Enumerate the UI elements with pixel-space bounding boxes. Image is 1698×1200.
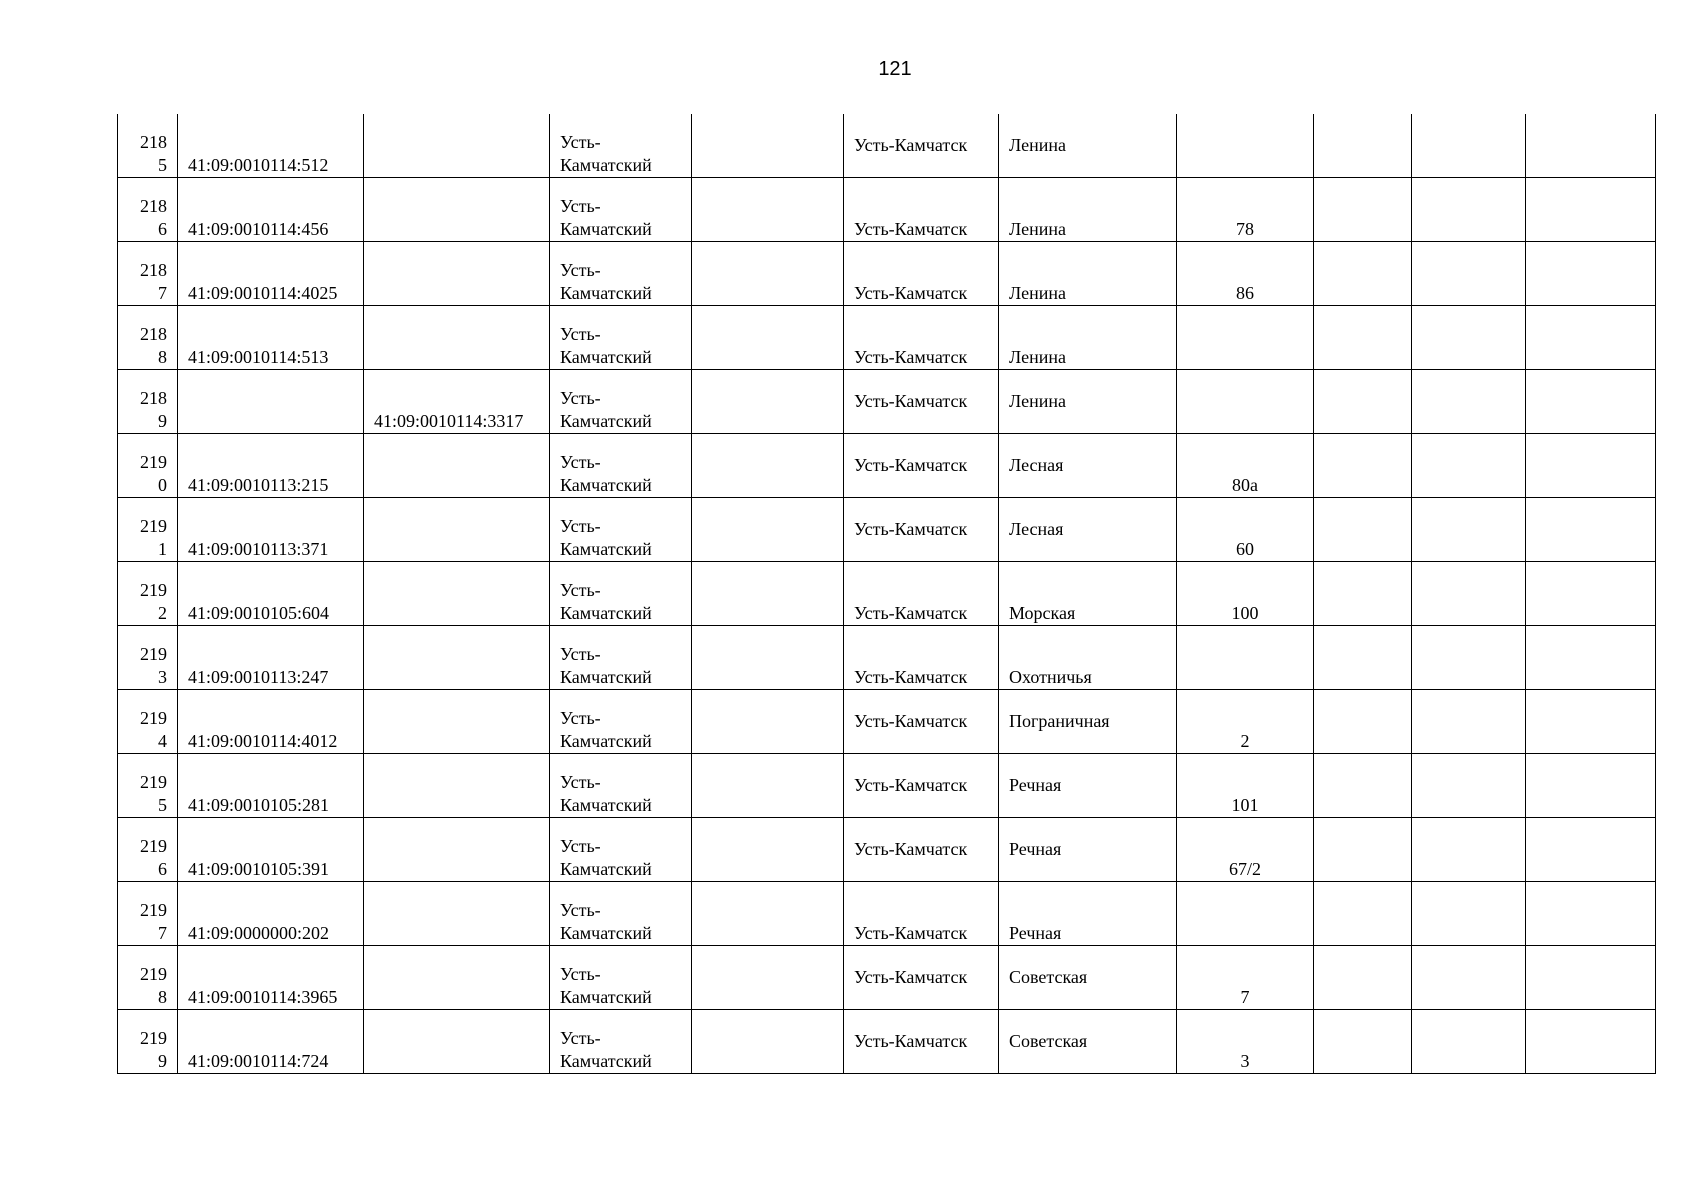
empty-cell — [1412, 1010, 1526, 1074]
row-number-cell — [118, 946, 178, 1010]
row-number-part-2: 7 — [158, 283, 167, 303]
street-cell: Ленина — [999, 242, 1177, 306]
empty-cell — [1412, 178, 1526, 242]
empty-cell — [1314, 370, 1412, 434]
empty-cell — [1314, 818, 1412, 882]
street-cell: Речная — [999, 754, 1177, 818]
cadastral-number-cell: 41:09:0010114:512 — [178, 114, 364, 178]
row-number-part-2: 3 — [158, 667, 167, 687]
page-number: 121 — [878, 58, 912, 80]
house-number-cell — [1177, 370, 1314, 434]
empty-cell — [1412, 946, 1526, 1010]
district-line-1: Усть- — [560, 580, 601, 600]
row-number-cell — [118, 434, 178, 498]
house-number-cell — [1177, 114, 1314, 178]
row-number-part-1: 219 — [140, 644, 167, 664]
table-row — [118, 114, 1656, 178]
district-line-2: Камчатский — [560, 283, 652, 303]
empty-cell — [692, 178, 844, 242]
city-cell: Усть-Камчатск — [844, 882, 999, 946]
row-number-part-2: 1 — [158, 539, 167, 559]
row-number-part-1: 218 — [140, 260, 167, 280]
row-number-part-1: 219 — [140, 708, 167, 728]
empty-cell — [1526, 562, 1656, 626]
empty-cell — [1314, 562, 1412, 626]
district-line-2: Камчатский — [560, 219, 652, 239]
row-number-part-2: 8 — [158, 347, 167, 367]
row-number-cell — [118, 178, 178, 242]
district-line-1: Усть- — [560, 836, 601, 856]
row-number-cell — [118, 242, 178, 306]
city-cell: Усть-Камчатск — [844, 114, 999, 178]
street-cell: Охотничья — [999, 626, 1177, 690]
table-body — [118, 114, 1656, 1074]
empty-cell — [1314, 626, 1412, 690]
district-cell — [550, 498, 692, 562]
row-number-cell — [118, 882, 178, 946]
empty-cell — [1526, 690, 1656, 754]
empty-cell — [1412, 370, 1526, 434]
empty-cell — [1526, 178, 1656, 242]
empty-cell — [692, 946, 844, 1010]
district-line-1: Усть- — [560, 964, 601, 984]
cadastral-number-cell: 41:09:0010114:724 — [178, 1010, 364, 1074]
city-cell: Усть-Камчатск — [844, 626, 999, 690]
street-cell: Советская — [999, 946, 1177, 1010]
cadastral-number-cell — [178, 370, 364, 434]
district-line-2: Камчатский — [560, 155, 652, 175]
district-cell — [550, 370, 692, 434]
city-cell: Усть-Камчатск — [844, 498, 999, 562]
street-cell: Советская — [999, 1010, 1177, 1074]
table-row — [118, 754, 1656, 818]
empty-cell — [692, 434, 844, 498]
row-number-part-1: 219 — [140, 772, 167, 792]
house-number-cell: 80а — [1177, 434, 1314, 498]
street-cell: Ленина — [999, 114, 1177, 178]
row-number-cell — [118, 370, 178, 434]
empty-cell — [1412, 498, 1526, 562]
cadastral-number-alt-cell — [364, 562, 550, 626]
empty-cell — [1412, 882, 1526, 946]
district-cell — [550, 242, 692, 306]
empty-cell — [1314, 882, 1412, 946]
district-line-1: Усть- — [560, 900, 601, 920]
empty-cell — [1526, 882, 1656, 946]
cadastral-number-alt-cell — [364, 114, 550, 178]
empty-cell — [1314, 946, 1412, 1010]
district-cell — [550, 818, 692, 882]
empty-cell — [692, 882, 844, 946]
empty-cell — [1412, 242, 1526, 306]
row-number-part-1: 219 — [140, 1028, 167, 1048]
empty-cell — [692, 498, 844, 562]
row-number-part-1: 219 — [140, 836, 167, 856]
empty-cell — [692, 306, 844, 370]
cadastral-number-cell: 41:09:0010114:456 — [178, 178, 364, 242]
row-number-part-2: 9 — [158, 1051, 167, 1071]
cadastral-number-cell: 41:09:0010113:215 — [178, 434, 364, 498]
district-line-2: Камчатский — [560, 731, 652, 751]
cadastral-number-alt-cell — [364, 946, 550, 1010]
house-number-cell: 78 — [1177, 178, 1314, 242]
empty-cell — [1526, 946, 1656, 1010]
house-number-cell — [1177, 306, 1314, 370]
cadastral-number-alt-cell: 41:09:0010114:3317 — [364, 370, 550, 434]
empty-cell — [692, 562, 844, 626]
row-number-part-2: 0 — [158, 475, 167, 495]
house-number-cell: 100 — [1177, 562, 1314, 626]
cadastral-number-cell: 41:09:0010105:604 — [178, 562, 364, 626]
house-number-cell: 101 — [1177, 754, 1314, 818]
empty-cell — [1314, 690, 1412, 754]
cadastral-number-alt-cell — [364, 242, 550, 306]
registry-table — [117, 114, 1656, 1074]
house-number-cell: 67/2 — [1177, 818, 1314, 882]
row-number-part-1: 218 — [140, 196, 167, 216]
district-line-1: Усть- — [560, 516, 601, 536]
empty-cell — [692, 242, 844, 306]
district-cell — [550, 882, 692, 946]
empty-cell — [692, 626, 844, 690]
row-number-part-1: 219 — [140, 452, 167, 472]
house-number-cell: 3 — [1177, 1010, 1314, 1074]
district-line-1: Усть- — [560, 1028, 601, 1048]
district-line-2: Камчатский — [560, 539, 652, 559]
empty-cell — [1412, 690, 1526, 754]
table-row — [118, 242, 1656, 306]
district-line-1: Усть- — [560, 644, 601, 664]
district-line-2: Камчатский — [560, 923, 652, 943]
empty-cell — [1314, 178, 1412, 242]
table-row — [118, 946, 1656, 1010]
empty-cell — [1412, 114, 1526, 178]
table-row — [118, 178, 1656, 242]
district-line-2: Камчатский — [560, 667, 652, 687]
district-line-2: Камчатский — [560, 795, 652, 815]
table-row — [118, 818, 1656, 882]
district-cell — [550, 1010, 692, 1074]
cadastral-number-alt-cell — [364, 690, 550, 754]
row-number-part-2: 6 — [158, 219, 167, 239]
cadastral-number-cell: 41:09:0010114:4025 — [178, 242, 364, 306]
district-cell — [550, 306, 692, 370]
row-number-part-1: 219 — [140, 900, 167, 920]
district-line-1: Усть- — [560, 708, 601, 728]
row-number-part-2: 5 — [158, 155, 167, 175]
empty-cell — [1412, 626, 1526, 690]
table-row — [118, 370, 1656, 434]
cadastral-number-alt-cell — [364, 882, 550, 946]
row-number-cell — [118, 1010, 178, 1074]
cadastral-number-cell: 41:09:0010114:3965 — [178, 946, 364, 1010]
district-line-2: Камчатский — [560, 347, 652, 367]
district-cell — [550, 690, 692, 754]
row-number-part-2: 7 — [158, 923, 167, 943]
empty-cell — [1526, 754, 1656, 818]
empty-cell — [1412, 818, 1526, 882]
district-line-2: Камчатский — [560, 411, 652, 431]
house-number-cell: 7 — [1177, 946, 1314, 1010]
empty-cell — [1314, 114, 1412, 178]
row-number-part-1: 219 — [140, 516, 167, 536]
empty-cell — [1526, 242, 1656, 306]
cadastral-number-cell: 41:09:0010114:4012 — [178, 690, 364, 754]
district-line-2: Камчатский — [560, 859, 652, 879]
street-cell: Морская — [999, 562, 1177, 626]
cadastral-number-alt-cell — [364, 178, 550, 242]
cadastral-number-alt-cell — [364, 1010, 550, 1074]
empty-cell — [1412, 306, 1526, 370]
city-cell: Усть-Камчатск — [844, 1010, 999, 1074]
district-cell — [550, 946, 692, 1010]
empty-cell — [1526, 434, 1656, 498]
house-number-cell: 60 — [1177, 498, 1314, 562]
empty-cell — [692, 690, 844, 754]
empty-cell — [692, 370, 844, 434]
city-cell: Усть-Камчатск — [844, 242, 999, 306]
cadastral-number-alt-cell — [364, 626, 550, 690]
table-row — [118, 562, 1656, 626]
district-line-1: Усть- — [560, 388, 601, 408]
empty-cell — [1314, 498, 1412, 562]
city-cell: Усть-Камчатск — [844, 434, 999, 498]
empty-cell — [1526, 114, 1656, 178]
cadastral-number-cell: 41:09:0010113:247 — [178, 626, 364, 690]
empty-cell — [1412, 562, 1526, 626]
district-line-2: Камчатский — [560, 987, 652, 1007]
city-cell: Усть-Камчатск — [844, 690, 999, 754]
empty-cell — [1314, 242, 1412, 306]
district-cell — [550, 114, 692, 178]
district-line-1: Усть- — [560, 772, 601, 792]
table-row — [118, 498, 1656, 562]
city-cell: Усть-Камчатск — [844, 306, 999, 370]
district-line-2: Камчатский — [560, 1051, 652, 1071]
empty-cell — [692, 818, 844, 882]
row-number-cell — [118, 818, 178, 882]
empty-cell — [1526, 370, 1656, 434]
table-row — [118, 306, 1656, 370]
cadastral-number-cell: 41:09:0010114:513 — [178, 306, 364, 370]
row-number-cell — [118, 690, 178, 754]
city-cell: Усть-Камчатск — [844, 818, 999, 882]
empty-cell — [692, 114, 844, 178]
row-number-part-1: 218 — [140, 388, 167, 408]
cadastral-number-alt-cell — [364, 498, 550, 562]
cadastral-number-cell: 41:09:0010105:391 — [178, 818, 364, 882]
row-number-part-1: 219 — [140, 580, 167, 600]
house-number-cell: 2 — [1177, 690, 1314, 754]
empty-cell — [1314, 434, 1412, 498]
row-number-cell — [118, 754, 178, 818]
district-line-1: Усть- — [560, 260, 601, 280]
cadastral-number-alt-cell — [364, 434, 550, 498]
empty-cell — [1314, 754, 1412, 818]
empty-cell — [1526, 818, 1656, 882]
row-number-cell — [118, 626, 178, 690]
cadastral-number-cell: 41:09:0000000:202 — [178, 882, 364, 946]
street-cell: Речная — [999, 818, 1177, 882]
empty-cell — [692, 754, 844, 818]
city-cell: Усть-Камчатск — [844, 562, 999, 626]
district-line-1: Усть- — [560, 324, 601, 344]
cadastral-number-alt-cell — [364, 818, 550, 882]
street-cell: Лесная — [999, 434, 1177, 498]
row-number-cell — [118, 498, 178, 562]
empty-cell — [1314, 306, 1412, 370]
district-line-1: Усть- — [560, 452, 601, 472]
district-cell — [550, 178, 692, 242]
district-line-2: Камчатский — [560, 475, 652, 495]
row-number-part-2: 4 — [158, 731, 167, 751]
empty-cell — [1526, 1010, 1656, 1074]
street-cell: Ленина — [999, 178, 1177, 242]
row-number-part-2: 8 — [158, 987, 167, 1007]
row-number-cell — [118, 562, 178, 626]
table-row — [118, 626, 1656, 690]
row-number-part-1: 219 — [140, 964, 167, 984]
row-number-part-2: 9 — [158, 411, 167, 431]
district-cell — [550, 626, 692, 690]
row-number-part-2: 5 — [158, 795, 167, 815]
cadastral-number-alt-cell — [364, 306, 550, 370]
street-cell: Речная — [999, 882, 1177, 946]
city-cell: Усть-Камчатск — [844, 754, 999, 818]
row-number-part-1: 218 — [140, 324, 167, 344]
house-number-cell — [1177, 882, 1314, 946]
row-number-cell — [118, 114, 178, 178]
district-cell — [550, 434, 692, 498]
street-cell: Ленина — [999, 306, 1177, 370]
empty-cell — [692, 1010, 844, 1074]
street-cell: Лесная — [999, 498, 1177, 562]
cadastral-number-alt-cell — [364, 754, 550, 818]
district-cell — [550, 754, 692, 818]
house-number-cell: 86 — [1177, 242, 1314, 306]
district-line-2: Камчатский — [560, 603, 652, 623]
empty-cell — [1412, 434, 1526, 498]
street-cell: Пограничная — [999, 690, 1177, 754]
table-row — [118, 1010, 1656, 1074]
city-cell: Усть-Камчатск — [844, 946, 999, 1010]
table-row — [118, 690, 1656, 754]
table-row — [118, 434, 1656, 498]
district-line-1: Усть- — [560, 132, 601, 152]
row-number-part-1: 218 — [140, 132, 167, 152]
cadastral-number-cell: 41:09:0010113:371 — [178, 498, 364, 562]
city-cell: Усть-Камчатск — [844, 178, 999, 242]
empty-cell — [1412, 754, 1526, 818]
house-number-cell — [1177, 626, 1314, 690]
row-number-part-2: 6 — [158, 859, 167, 879]
row-number-part-2: 2 — [158, 603, 167, 623]
row-number-cell — [118, 306, 178, 370]
empty-cell — [1526, 626, 1656, 690]
cadastral-number-cell: 41:09:0010105:281 — [178, 754, 364, 818]
city-cell: Усть-Камчатск — [844, 370, 999, 434]
empty-cell — [1314, 1010, 1412, 1074]
street-cell: Ленина — [999, 370, 1177, 434]
empty-cell — [1526, 306, 1656, 370]
table-row — [118, 882, 1656, 946]
district-cell — [550, 562, 692, 626]
district-line-1: Усть- — [560, 196, 601, 216]
empty-cell — [1526, 498, 1656, 562]
